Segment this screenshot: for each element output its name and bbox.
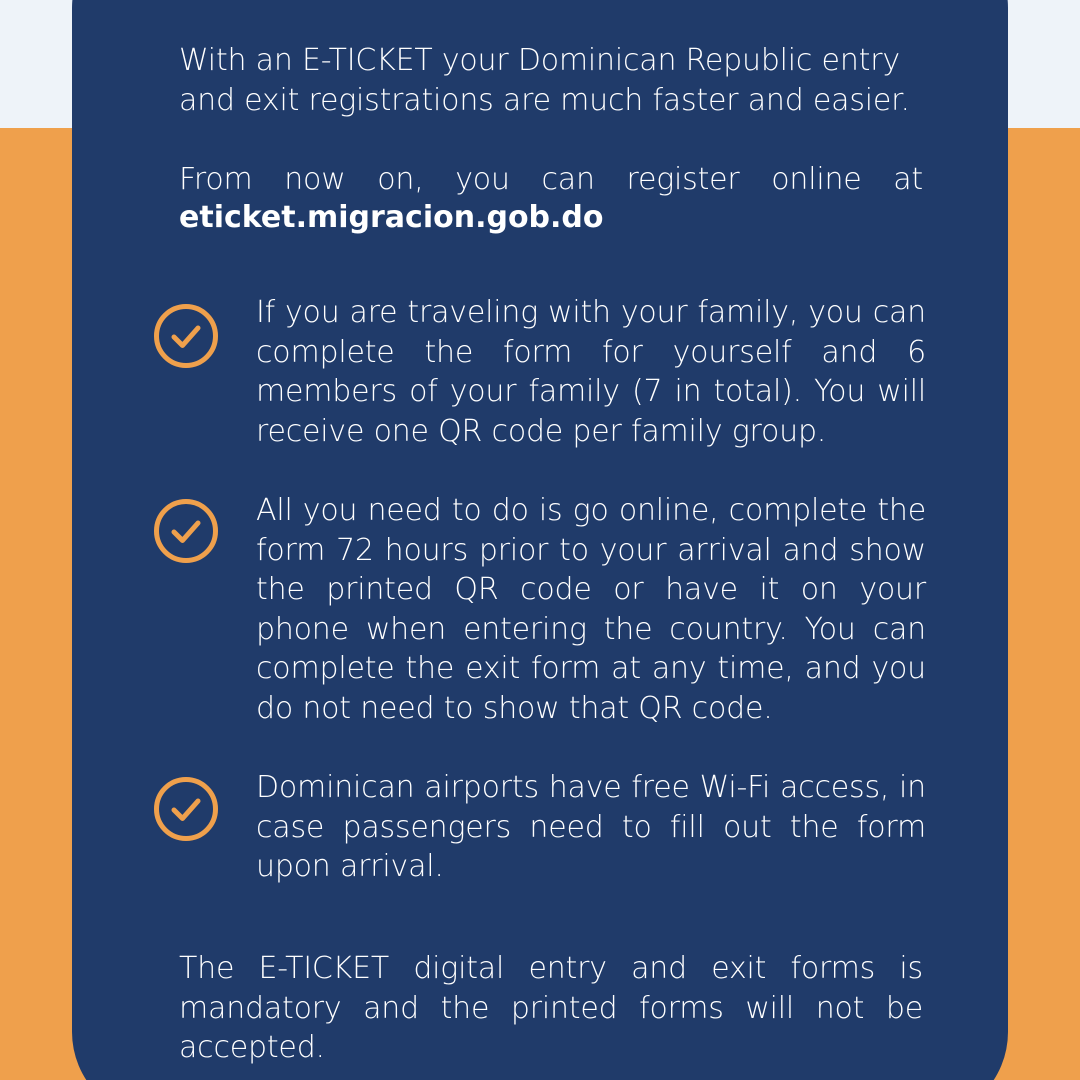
register-text: From now on, you can register online at: [179, 162, 923, 197]
check-circle-icon: [153, 303, 219, 369]
bullet-wifi-text: Dominican airports have free Wi-Fi access, in case passengers need to fill out the form upon arrival.: [256, 770, 926, 884]
closing-text: The E-TICKET digital entry and exit forms is mandatory and the printed forms will not be accepted.: [179, 951, 923, 1065]
intro-text: With an E-TICKET your Dominican Republic entry and exit registrations are much faster and easier.: [179, 43, 910, 118]
register-url-link[interactable]: eticket.migracion.gob.do: [179, 200, 604, 235]
check-circle-icon: [153, 498, 219, 564]
bullet-family-text: If you are traveling with your family, you can complete the form for yourself and 6 members of your family (7 in total). You will receive one QR code per family group.: [256, 295, 926, 449]
check-circle-icon: [153, 776, 219, 842]
bullet-online-text: All you need to do is go online, complete the form 72 hours prior to your arrival and show the printed QR code or have it on your phone when entering the country. You can complete the exit form at any time, and you do not need to show that QR code.: [256, 493, 926, 726]
